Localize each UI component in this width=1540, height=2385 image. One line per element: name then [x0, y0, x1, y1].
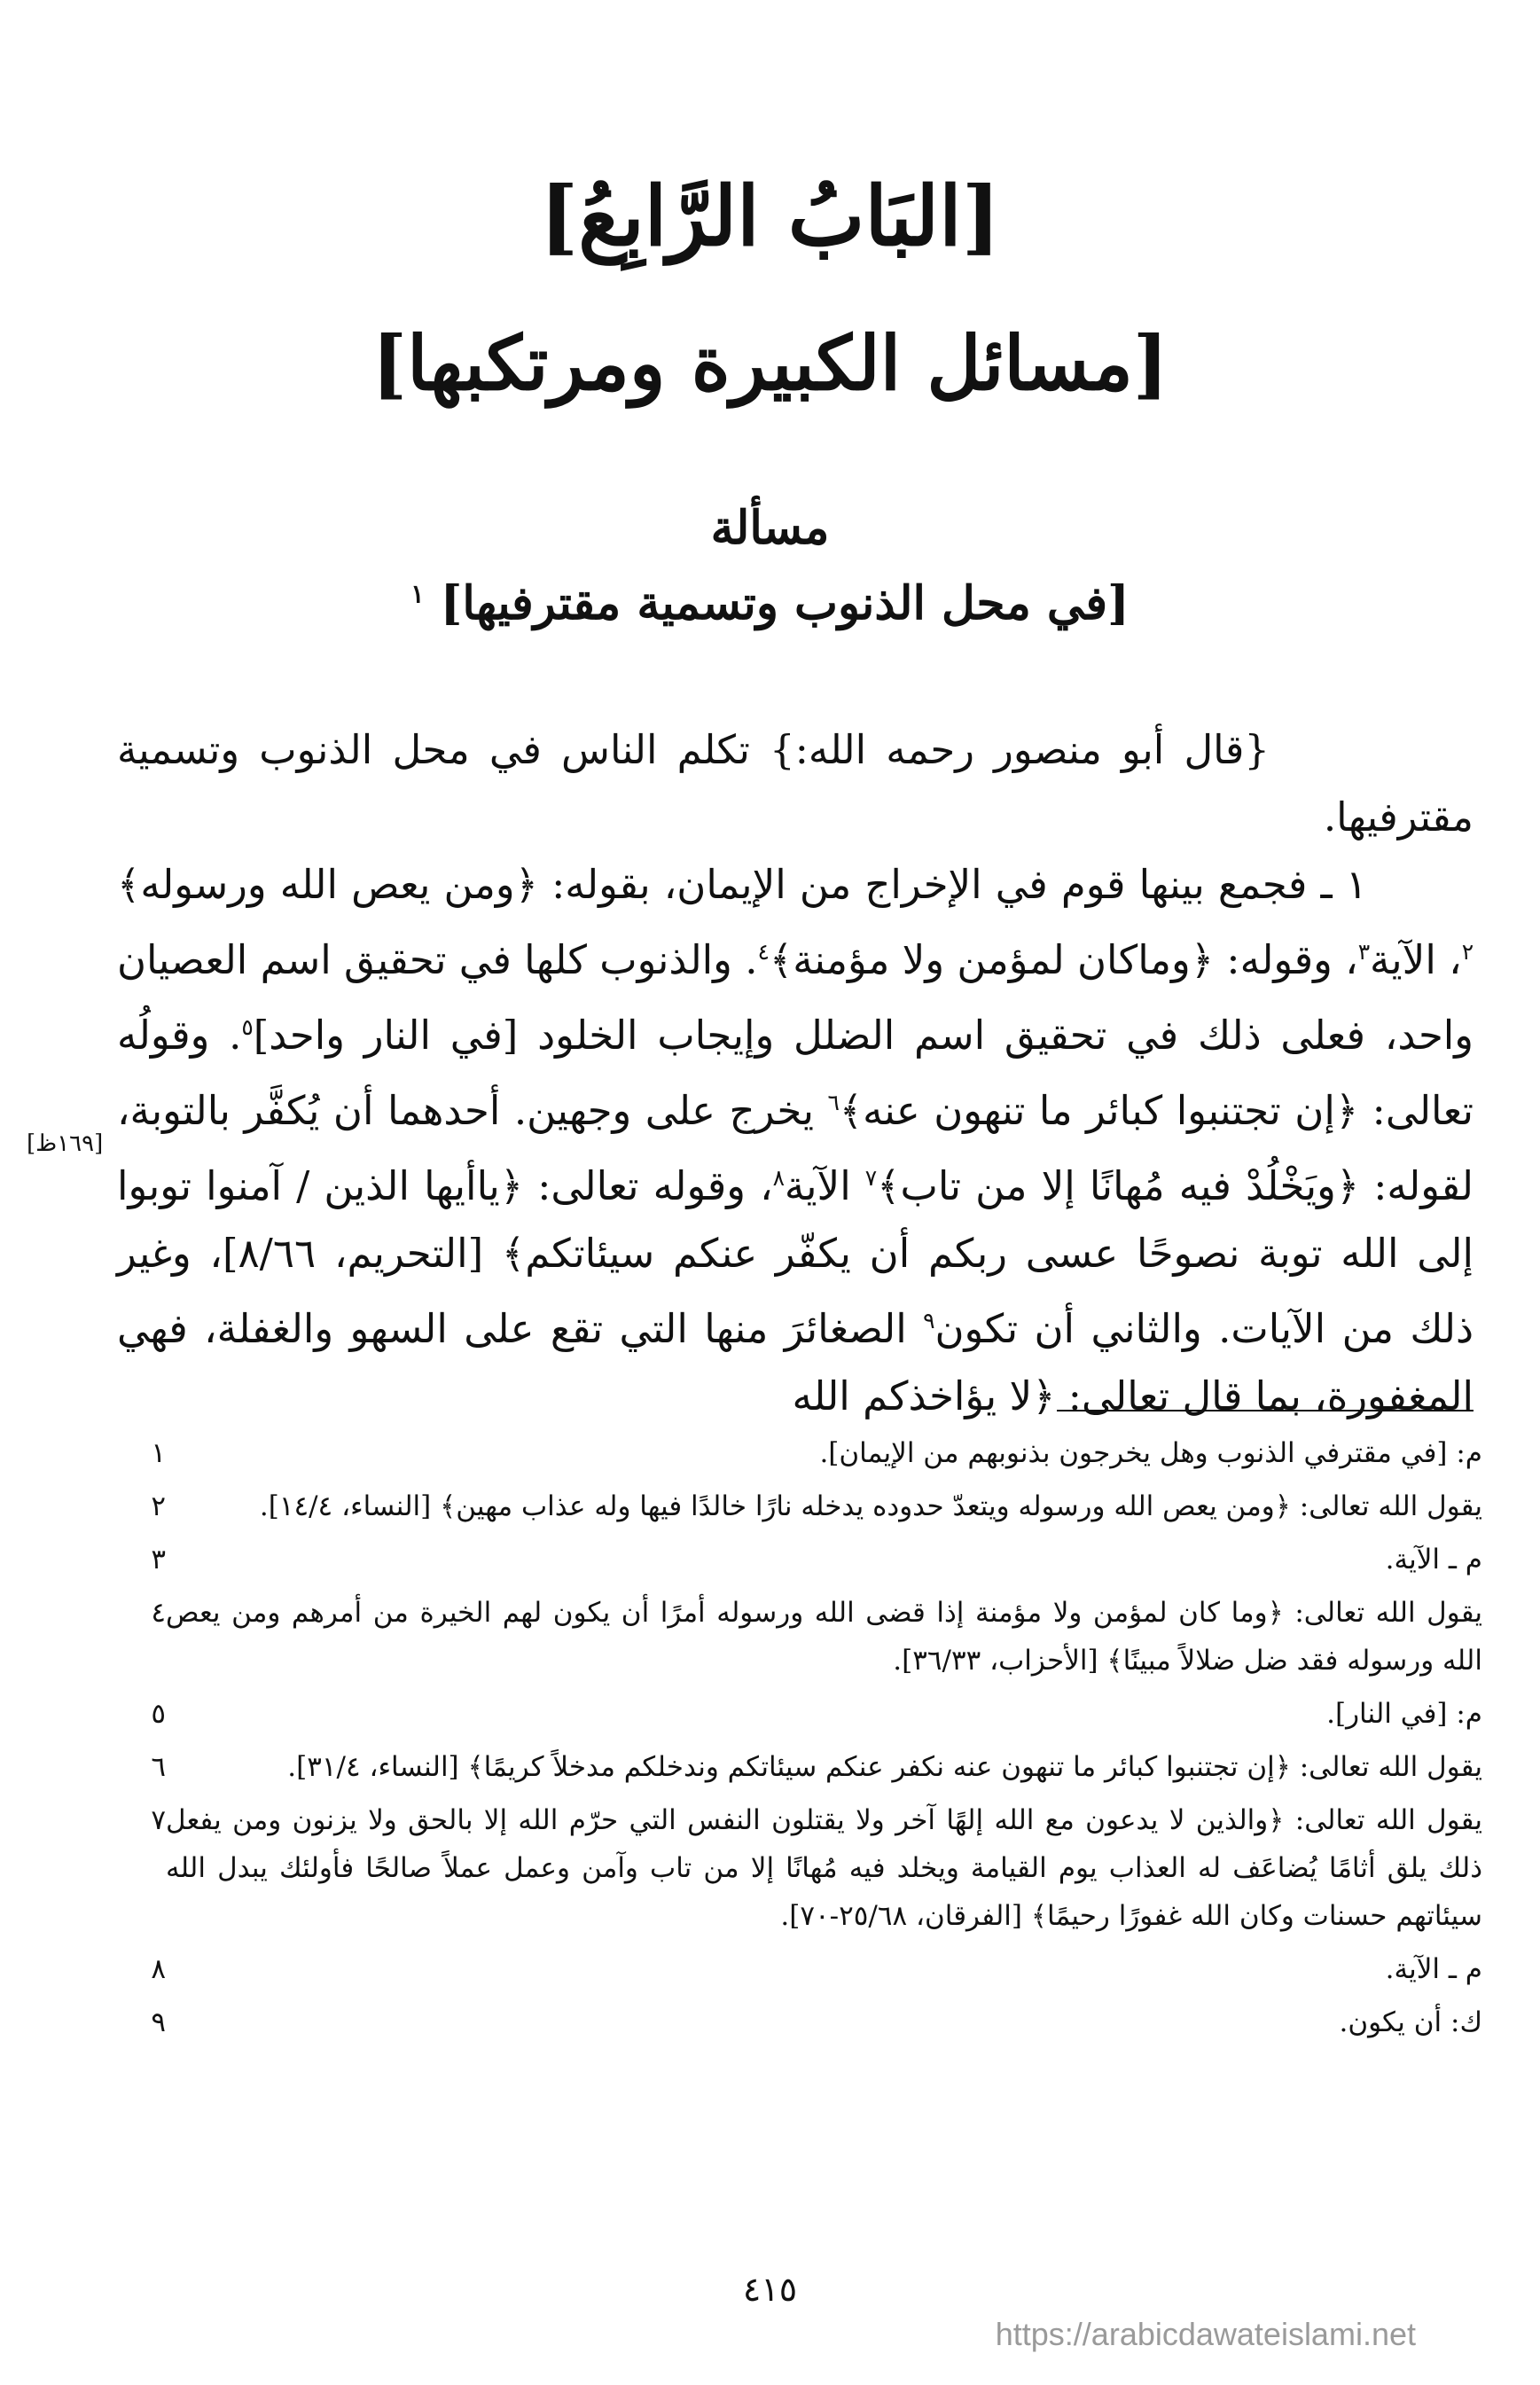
footnote-number: ٢: [151, 1490, 166, 1522]
footnote-text: م ـ الآية.: [1385, 1544, 1482, 1576]
footnote-text: يقول الله تعالى: ﴿إن تجتنبوا كبائر ما تنهون عنه نكفر عنكم سيئاتكم وندخلكم مدخلاً كريمًا﴾ [النساء، ٣١/٤].: [287, 1751, 1482, 1783]
footnote-text: ك: أن يكون.: [1339, 2006, 1482, 2038]
body-text-run: ، وقوله تعالى: ﴿ياأيها الذين / آمنوا توبوا إلى الله توبة نصوحًا عسى ربكم أن يكفّر عنكم سيئاتكم﴾ [التحريم، ٨/٦٦]، وغير ذلك من الآيات. والثاني أن تكون: [117, 1162, 1474, 1352]
section-title: [0, 576, 1540, 630]
body-text: [117, 716, 1474, 1430]
body-text-run: ، الآية: [1370, 936, 1462, 983]
footnote-ref: ٧: [864, 1165, 878, 1191]
footnote-number: ١: [151, 1437, 166, 1469]
footnote-ref: ١: [410, 578, 425, 609]
footnotes: [117, 1429, 1482, 2052]
footnote-number: ٣: [151, 1544, 166, 1576]
footnote-text: يقول الله تعالى: ﴿والذين لا يدعون مع الله إلهًا آخر ولا يقتلون النفس التي حرّم الله إلا بالحق ولا يزنون ومن يفعل ذلك يلق أثامًا يُضاعَف له العذاب يوم القيامة ويخلد فيه مُهانًا إلا من تاب وآمن وعمل عملاً صالحًا فأولئك يبدل الله سيئاتهم حسنات وكان الله غفورًا رحيمًا﴾ [الفرقان، ٢٥/٦٨-٧٠].: [166, 1804, 1482, 1932]
chapter-title: [مسائل الكبيرة ومرتكبها]: [371, 319, 1169, 407]
footnote-number: ٨: [151, 1953, 166, 1985]
body-text-run: . والذنوب كلها في تحقيق اسم العصيان واحد، فعلى ذلك في تحقيق اسم الضلل وإيجاب الخلود [في النار واحد]: [117, 936, 1474, 1059]
body-text-run: الآية: [784, 1162, 865, 1209]
section-title-text: [في محل الذنوب وتسمية مقترفيها]: [440, 576, 1130, 630]
footnote-text: يقول الله تعالى: ﴿وما كان لمؤمن ولا مؤمنة إذا قضى الله ورسوله أمرًا أن يكون لهم الخيرة من أمرهم ومن يعص الله ورسوله فقد ضل ضلالاً مبينًا﴾ [الأحزاب، ٣٦/٣٣].: [166, 1597, 1482, 1677]
footnote-ref: ٣: [1357, 939, 1371, 965]
footnote: [117, 1796, 1482, 1940]
footnote-ref: ٩: [923, 1308, 935, 1333]
footnote: [117, 1482, 1482, 1530]
section-label: مسألة: [710, 501, 830, 555]
body-text-run: ، وقوله: ﴿وماكان لمؤمن ولا مؤمنة﴾: [769, 936, 1358, 983]
watermark-url: https://arabicdawateislami.net: [995, 2316, 1416, 2352]
footnote: [117, 1998, 1482, 2046]
footnote-ref: ٦: [827, 1090, 840, 1115]
footnote-number: ٤: [151, 1597, 166, 1629]
footnote: [117, 1589, 1482, 1685]
footnote-text: م ـ الآية.: [1385, 1953, 1482, 1985]
footnote-ref: ٤: [757, 939, 770, 965]
body-text-run: . وقولُه تعالى: ﴿إن تجتنبوا كبائر ما تنهون عنه﴾: [117, 1012, 1474, 1134]
margin-folio-note: [١٦٩ظ]: [27, 1130, 104, 1157]
footnote: [117, 1429, 1482, 1477]
footnote-ref: ٨: [772, 1165, 785, 1191]
footnote-number: ٧: [151, 1804, 166, 1836]
footnote: [117, 1945, 1482, 1993]
intro-paragraph: {قال أبو منصور رحمه الله:} تكلم الناس في محل الذنوب وتسمية مقترفيها.: [117, 726, 1474, 841]
footnote: [117, 1536, 1482, 1583]
footnote-ref: ٢: [1461, 939, 1474, 965]
footnote-ref: ٥: [241, 1014, 254, 1040]
page-number: ٤١٥: [742, 2270, 798, 2309]
body-text-run: الصغائرَ منها التي تقع على السهو والغفلة، فهي المغفورة، بما قال تعالى: ﴿لا يؤاخذكم الله: [117, 1305, 1474, 1419]
footnote-text: م: [في النار].: [1326, 1698, 1482, 1730]
body-text-run: ١ ـ فجمع بينها قوم في الإخراج من الإيمان، بقوله: ﴿ومن يعص الله ورسوله﴾: [117, 861, 1367, 908]
footnote-number: ٩: [151, 2006, 166, 2038]
footnote: [117, 1690, 1482, 1738]
footnote-number: ٥: [151, 1698, 166, 1730]
body-text-run: يخرج على وجهين. أحدهما أن يُكفَّر بالتوبة، لقوله: ﴿ويَخْلُدْ فيه مُهانًا إلا من تاب﴾: [117, 1087, 1474, 1209]
footnote-number: ٦: [151, 1751, 166, 1783]
footnote-text: يقول الله تعالى: ﴿ومن يعص الله ورسوله ويتعدّ حدوده يدخله نارًا خالدًا فيها وله عذاب مهين﴾ [النساء، ١٤/٤].: [259, 1490, 1482, 1522]
footnote-text: م: [في مقترفي الذنوب وهل يخرجون بذنوبهم من الإيمان].: [819, 1437, 1482, 1469]
paragraph-1: [117, 851, 1474, 1430]
footnote: [117, 1743, 1482, 1791]
footnote-divider: [1057, 1410, 1474, 1411]
chapter-heading: [البَابُ الرَّابِعُ]: [539, 168, 1001, 264]
